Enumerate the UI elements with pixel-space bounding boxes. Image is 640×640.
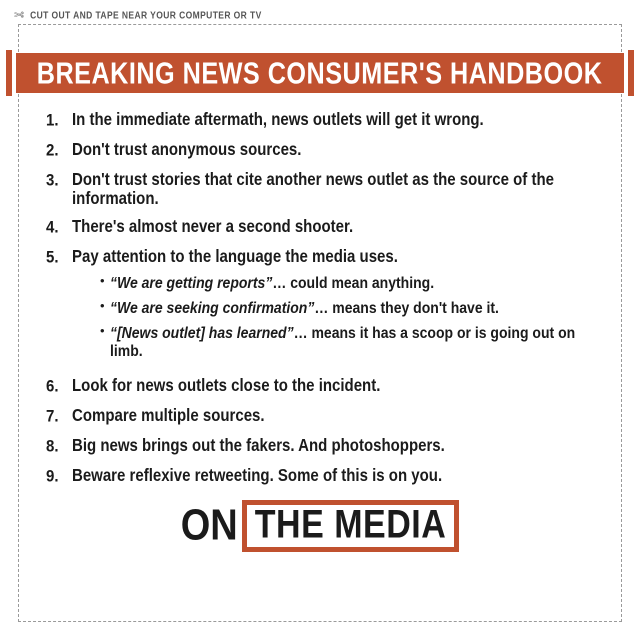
handbook-list — [36, 110, 604, 487]
sub-list-item-text — [110, 298, 499, 316]
list-item-number: 7. — [46, 407, 59, 427]
list-item-number: 1. — [46, 111, 59, 131]
left-bracket-decoration — [6, 50, 12, 96]
logo-the-media-text: THE MEDIA — [254, 503, 447, 548]
list-item-body — [72, 466, 600, 486]
sub-list-item-rest: … means it has a scoop or is going out on limb. — [110, 322, 576, 360]
cut-instruction-text: CUT OUT AND TAPE NEAR YOUR COMPUTER OR TV — [30, 9, 262, 21]
list-item — [46, 170, 600, 210]
list-item-text: Don't trust stories that cite another news outlet as the source of the information. — [72, 170, 554, 210]
list-item-body — [72, 110, 600, 130]
logo-box — [242, 500, 460, 552]
list-item — [46, 436, 600, 457]
logo-on-text: ON — [180, 501, 238, 550]
bullet-icon: • — [100, 272, 105, 288]
right-bracket-decoration — [628, 50, 634, 96]
list-item — [46, 406, 600, 427]
page-title — [36, 50, 604, 96]
sub-list-item-text — [110, 273, 434, 291]
list-item-body — [72, 376, 600, 396]
list-item-number: 4. — [46, 217, 59, 237]
sub-list-item — [100, 297, 600, 317]
list-item — [46, 140, 600, 161]
list-item-text: Don't trust anonymous sources. — [72, 140, 302, 160]
list-item-number: 2. — [46, 141, 59, 161]
cut-instruction — [14, 6, 626, 24]
list-item-number: 6. — [46, 377, 59, 397]
title-bar — [16, 53, 623, 93]
list-item-text: Pay attention to the language the media uses. — [72, 246, 398, 266]
sub-list-item-quote: “[News outlet] has learned” — [110, 322, 294, 342]
list-item-text: In the immediate aftermath, news outlets will get it wrong. — [72, 110, 484, 130]
bullet-icon: • — [100, 297, 105, 313]
list-item-text: Look for news outlets close to the incident. — [72, 376, 381, 396]
list-item-body — [72, 170, 600, 210]
list-item-body — [72, 140, 600, 160]
list-item-number: 5. — [46, 247, 59, 267]
sub-list-item-rest: … means they don't have it. — [314, 297, 499, 317]
list-item — [46, 247, 600, 365]
poster-content — [18, 24, 622, 622]
sub-list-item-quote: “We are seeking confirmation” — [110, 297, 315, 317]
list-item — [46, 217, 600, 235]
sub-list-item-text — [110, 323, 600, 360]
list-item-number: 3. — [46, 171, 59, 191]
sub-list-item-quote: “We are getting reports” — [110, 272, 273, 291]
sub-list — [72, 272, 600, 360]
page-title-text: BREAKING NEWS CONSUMER'S HANDBOOK — [37, 54, 603, 91]
bullet-icon: • — [100, 322, 105, 338]
list-item-body — [72, 406, 600, 426]
list-item-text: Beware reflexive retweeting. Some of this is on you. — [72, 466, 443, 486]
sub-list-item — [100, 322, 600, 360]
list-item-body — [72, 247, 600, 365]
list-item-text: There's almost never a second shooter. — [72, 216, 354, 236]
list-item-body — [72, 217, 600, 234]
list-item-text: Compare multiple sources. — [72, 406, 265, 426]
list-item-text: Big news brings out the fakers. And photoshoppers. — [72, 436, 445, 456]
scissors-icon: ✄ — [14, 8, 25, 22]
list-item — [46, 376, 600, 397]
list-item-number: 9. — [46, 467, 59, 487]
sub-list-item — [100, 273, 600, 289]
sub-list-item-rest: … could mean anything. — [272, 272, 435, 291]
list-item-body — [72, 436, 600, 456]
list-item — [46, 110, 600, 131]
on-the-media-logo — [36, 500, 604, 552]
list-item-number: 8. — [46, 437, 59, 457]
list-item — [46, 466, 600, 487]
